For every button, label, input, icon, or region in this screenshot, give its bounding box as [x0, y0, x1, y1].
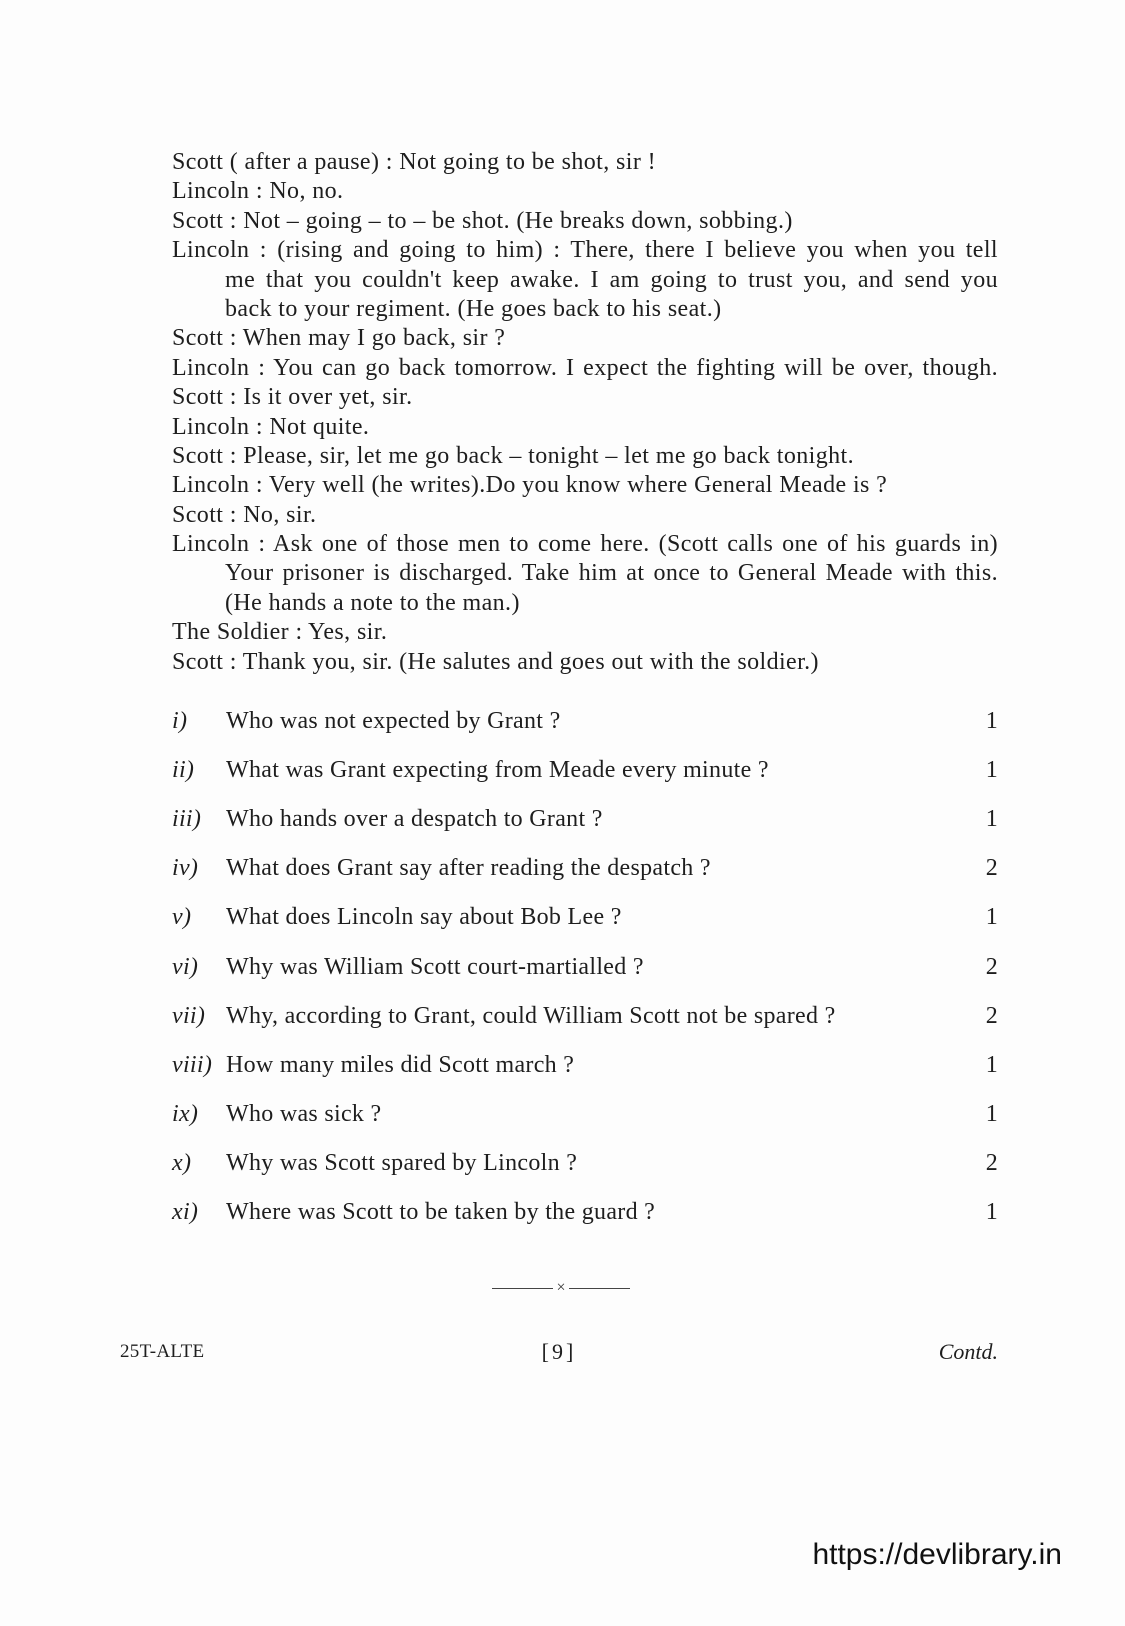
question-item	[172, 1188, 998, 1237]
question-item	[172, 992, 998, 1041]
question-number: viii)	[172, 1051, 213, 1078]
dialogue-line: Scott : Please, sir, let me go back – tonight – let me go back tonight.	[172, 442, 854, 469]
dialogue-line-continued: me that you couldn't keep awake. I am going to trust you, and send you	[225, 266, 998, 293]
separator-cross: ×	[556, 1279, 566, 1296]
page-number: [9]	[541, 1339, 577, 1364]
page-footer	[120, 1338, 998, 1366]
question-text: What does Lincoln say about Bob Lee ?	[226, 904, 622, 931]
question-marks: 1	[985, 1100, 998, 1127]
question-text: What was Grant expecting from Meade every minute ?	[226, 757, 769, 784]
dialogue-entry	[172, 236, 998, 324]
dialogue-line: Lincoln : Not quite.	[172, 413, 370, 440]
question-marks: 1	[985, 1051, 998, 1078]
question-number: xi)	[172, 1198, 199, 1225]
question-number: vii)	[172, 1002, 206, 1029]
question-item	[172, 795, 998, 844]
dialogue-line: The Soldier : Yes, sir.	[172, 619, 388, 646]
question-marks: 2	[985, 953, 998, 980]
dialogue-line: Scott : Not – going – to – be shot. (He breaks down, sobbing.)	[172, 207, 793, 234]
dialogue-passage	[172, 148, 998, 677]
dialogue-line: Lincoln : Very well (he writes).Do you know where General Meade is ?	[172, 472, 888, 499]
question-list	[172, 697, 998, 1237]
question-text: Why, according to Grant, could William Scott not be spared ?	[226, 1002, 836, 1029]
continued-label: Contd.	[938, 1339, 998, 1364]
separator-rule-right	[569, 1288, 630, 1289]
paper-code: 25T-ALTE	[120, 1341, 205, 1362]
dialogue-line: Scott : Is it over yet, sir.	[172, 384, 413, 411]
separator-rule-left	[492, 1288, 553, 1289]
dialogue-line: Scott : Thank you, sir. (He salutes and goes out with the soldier.)	[172, 648, 819, 675]
question-item	[172, 1041, 998, 1090]
dialogue-line-continued: (He hands a note to the man.)	[225, 589, 520, 616]
watermark-url: https://devlibrary.in	[812, 1538, 1062, 1571]
question-marks: 1	[985, 757, 998, 784]
question-text: Why was Scott spared by Lincoln ?	[226, 1149, 578, 1176]
question-item	[172, 746, 998, 795]
question-item	[172, 697, 998, 746]
dialogue-line-continued: Your prisoner is discharged. Take him at once to General Meade with this.	[225, 560, 998, 587]
question-item	[172, 1139, 998, 1188]
question-text: Who hands over a despatch to Grant ?	[226, 806, 603, 833]
question-text: Who was not expected by Grant ?	[226, 708, 561, 735]
question-text: Why was William Scott court-martialled ?	[226, 953, 644, 980]
question-text: Who was sick ?	[226, 1100, 382, 1127]
question-marks: 2	[985, 1002, 998, 1029]
dialogue-line: Lincoln : (rising and going to him) : There, there I believe you when you tell	[172, 237, 998, 264]
question-number: x)	[172, 1149, 192, 1176]
dialogue-line: Lincoln : You can go back tomorrow. I expect the fighting will be over, though.	[172, 354, 998, 381]
question-text: Where was Scott to be taken by the guard ?	[226, 1198, 656, 1225]
dialogue-entry	[172, 530, 998, 618]
question-text: What does Grant say after reading the despatch ?	[226, 855, 711, 882]
dialogue-line-continued: back to your regiment. (He goes back to his seat.)	[225, 295, 722, 322]
question-marks: 2	[985, 855, 998, 882]
question-number: iii)	[172, 806, 202, 833]
question-item	[172, 1090, 998, 1139]
question-item	[172, 942, 998, 991]
question-number: i)	[172, 708, 188, 735]
question-marks: 1	[985, 708, 998, 735]
question-marks: 1	[985, 806, 998, 833]
question-marks: 2	[985, 1149, 998, 1176]
question-text: How many miles did Scott march ?	[226, 1051, 575, 1078]
question-number: v)	[172, 904, 192, 931]
question-marks: 1	[985, 1198, 998, 1225]
question-number: ix)	[172, 1100, 199, 1127]
question-item	[172, 844, 998, 893]
question-item	[172, 893, 998, 942]
dialogue-line: Scott : No, sir.	[172, 501, 317, 528]
dialogue-line: Scott ( after a pause) : Not going to be shot, sir !	[172, 149, 657, 175]
dialogue-line: Lincoln : No, no.	[172, 178, 344, 205]
question-number: ii)	[172, 757, 195, 784]
question-number: vi)	[172, 953, 199, 980]
dialogue-line: Lincoln : Ask one of those men to come here. (Scott calls one of his guards in)	[172, 531, 998, 558]
dialogue-line: Scott : When may I go back, sir ?	[172, 325, 506, 352]
question-marks: 1	[985, 904, 998, 931]
question-number: iv)	[172, 855, 199, 882]
end-separator	[492, 1277, 630, 1299]
